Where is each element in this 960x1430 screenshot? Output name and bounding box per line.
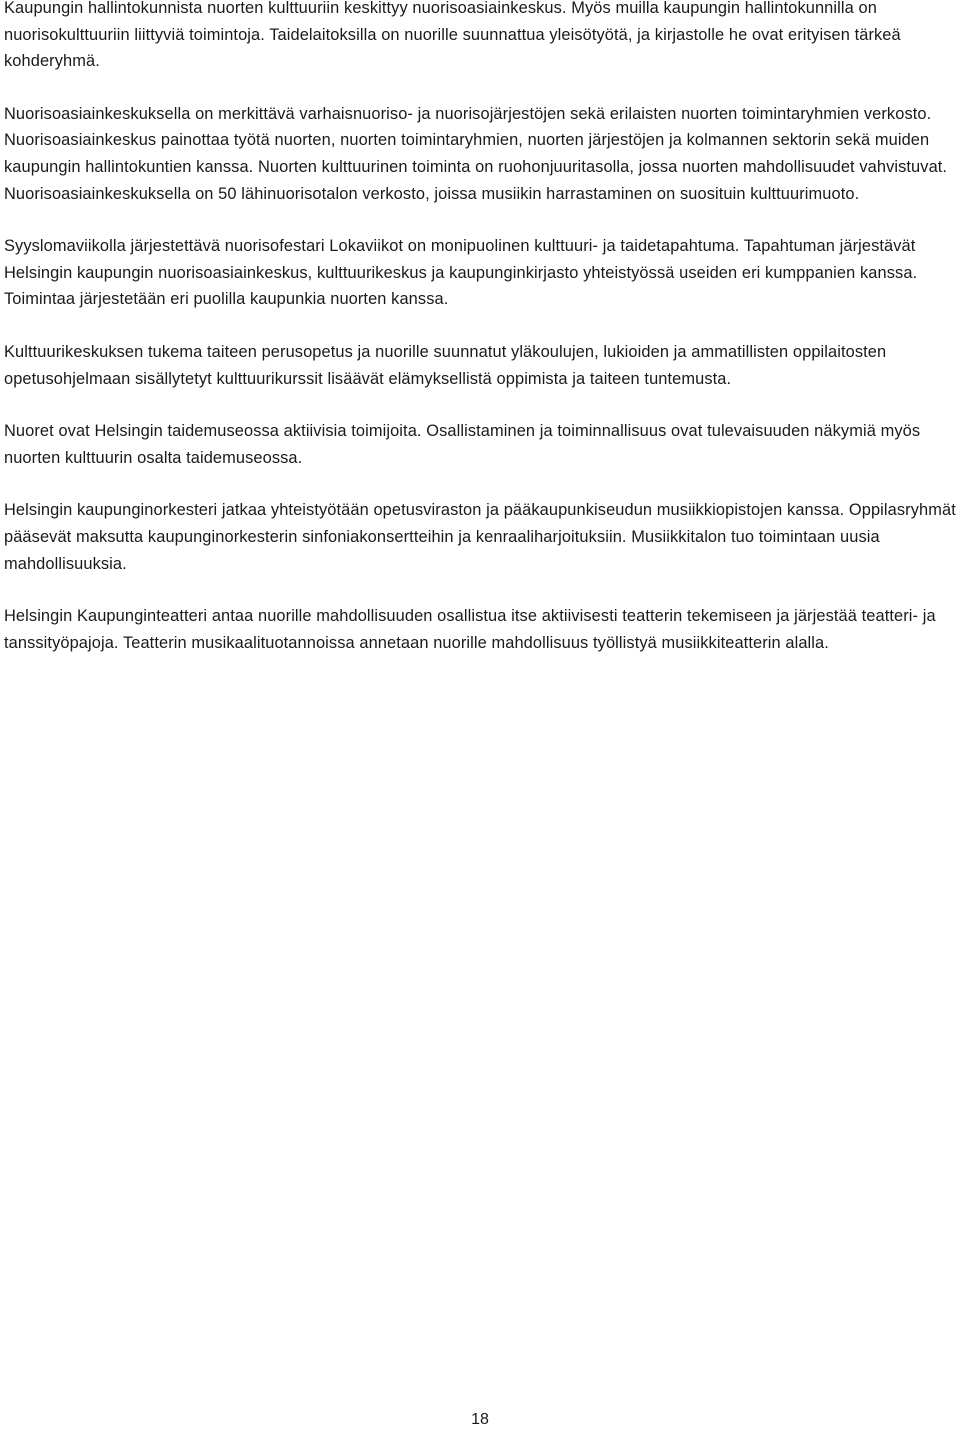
page-number: 18 [471,1411,489,1428]
paragraph-5: Nuoret ovat Helsingin taidemuseossa aktiivisia toimijoita. Osallistaminen ja toiminnallisuus ovat tulevaisuuden näkymiä myös nuorten kulttuurin osalta taidemuseossa. [4,422,921,467]
paragraph-2: Nuorisoasiainkeskuksella on merkittävä varhaisnuoriso- ja nuorisojärjestöjen sekä erilaisten nuorten toimintaryhmien verkosto. Nuorisoasiainkeskus painottaa työtä nuorten, nuorten toimintaryhmien, nuorten järjestöjen ja kolmannen sektorin sekä muiden kaupungin hallintokuntien kanssa. Nuorten kulttuurinen toiminta on ruohonjuuritasolla, jossa nuorten mahdollisuudet vahvistuvat. Nuorisoasiainkeskuksella on 50 lähinuorisotalon verkosto, joissa musiikin harrastaminen on suosituin kulttuurimuoto. [4,104,948,203]
paragraph-3: Syyslomaviikolla järjestettävä nuorisofestari Lokaviikot on monipuolinen kulttuuri- ja taidetapahtuma. Tapahtuman järjestävät Helsingin kaupungin nuorisoasiainkeskus, kulttuurikeskus ja kaupunginkirjasto yhteistyössä useiden eri kumppanien kanssa. Toimintaa järjestetään eri puolilla kaupunkia nuorten kanssa. [4,237,918,309]
document-body [4,0,958,682]
paragraph-6: Helsingin kaupunginorkesteri jatkaa yhteistyötään opetusviraston ja pääkaupunkiseudun musiikkiopistojen kanssa. Oppilasryhmät pääsevät maksutta kaupunginorkesterin sinfoniakonsertteihin ja kenraaliharjoituksiin. Musiikkitalon tuo toimintaan uusia mahdollisuuksia. [4,501,956,573]
paragraph-1: Kaupungin hallintokunnista nuorten kulttuuriin keskittyy nuorisoasiainkeskus. Myös muilla kaupungin hallintokunnilla on nuorisokulttuuriin liittyviä toimintoja. Taidelaitoksilla on nuorille suunnattua yleisötyötä, ja kirjastolle he ovat erityisen tärkeä kohderyhmä. [4,0,901,71]
paragraph-4: Kulttuurikeskuksen tukema taiteen perusopetus ja nuorille suunnatut yläkoulujen, lukioiden ja ammatillisten oppilaitosten opetusohjelmaan sisällytetyt kulttuurikurssit lisäävät elämyksellistä oppimista ja taiteen tuntemusta. [4,342,887,388]
paragraph-7: Helsingin Kaupunginteatteri antaa nuorille mahdollisuuden osallistua itse aktiivisesti teatterin tekemiseen ja järjestää teatteri- ja tanssityöpajoja. Teatterin musikaalituotannoissa annetaan nuorille mahdollisuus työllistyä musiikkiteatterin alalla. [4,607,936,652]
